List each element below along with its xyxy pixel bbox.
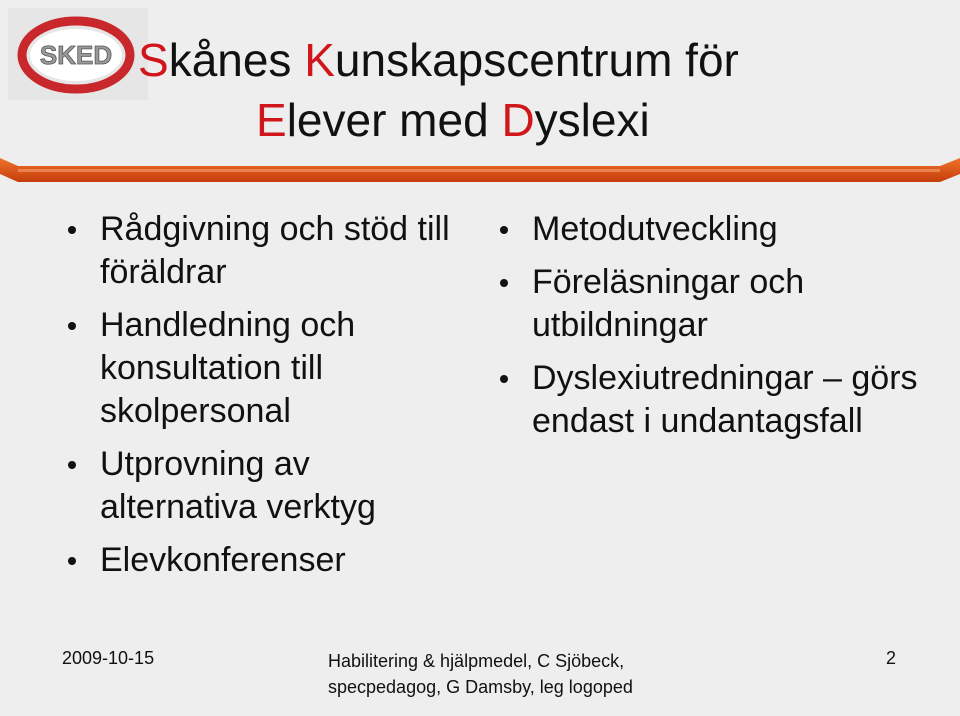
page-number: 2	[886, 648, 897, 668]
title-segment: kånes	[168, 34, 305, 86]
title-segment: unskapscentrum för	[334, 34, 739, 86]
sked-logo	[8, 8, 148, 100]
list-item: Utprovning av alternativa verktyg	[68, 443, 468, 529]
logo-text: SKED	[39, 40, 113, 70]
sked-logo-icon	[8, 8, 148, 100]
title-segment: K	[304, 34, 335, 86]
list-item: Elevkonferenser	[68, 539, 468, 582]
title-segment: E	[256, 94, 287, 146]
list-item: Dyslexiutredningar – görs endast i undantagsfall	[500, 357, 940, 443]
list-item: Metodutveckling	[500, 208, 940, 251]
footer-credit-line-2: specpedagog, G Damsby, leg logoped	[328, 677, 633, 697]
footer-date: 2009-10-15	[62, 648, 155, 668]
title-line-2	[138, 90, 938, 150]
divider-bar	[0, 152, 960, 192]
footer-credit	[328, 648, 668, 700]
left-bullet-list	[68, 208, 468, 592]
title-line-1	[138, 30, 938, 90]
right-bullet-list	[500, 208, 940, 453]
list-item: Handledning och konsultation till skolpersonal	[68, 304, 468, 433]
title-segment: S	[138, 34, 169, 86]
title-segment: D	[501, 94, 535, 146]
list-item: Rådgivning och stöd till föräldrar	[68, 208, 468, 294]
page-title	[138, 30, 938, 150]
list-item: Föreläsningar och utbildningar	[500, 261, 940, 347]
title-segment: yslexi	[534, 94, 650, 146]
footer-credit-line-1: Habilitering & hjälpmedel, C Sjöbeck,	[328, 651, 625, 671]
title-segment: lever med	[286, 94, 502, 146]
